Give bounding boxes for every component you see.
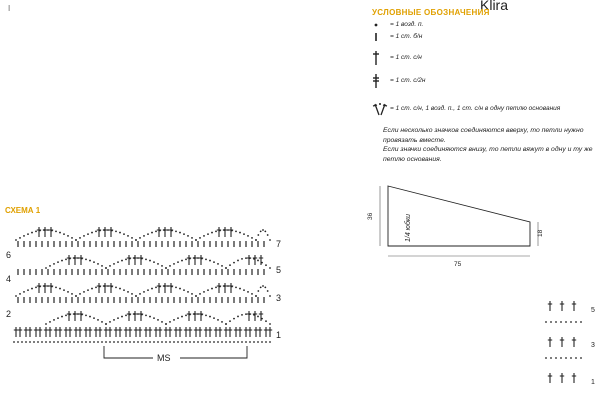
row-number: 3 [591,342,595,349]
legend-item-label: = 1 ст. с/2н [390,77,426,84]
row-number: 4 [6,274,12,284]
legend-note: Если несколько значков соединяются вверху, то петли нужно провязать вместе. [383,127,584,144]
row-number: 2 [6,309,12,319]
row-number: 5 [591,307,595,314]
sample-stitch-grid [545,301,582,383]
legend-title: УСЛОВНЫЕ ОБОЗНАЧЕНИЯ [372,8,490,17]
repeat-label: MS [157,353,171,363]
sample-chart [540,292,600,392]
row-number: 3 [276,293,282,303]
legend-note: Если значки соединяются внизу, то петли вяжут в одну и ту же петлю основания. [383,146,593,163]
row-number: 1 [276,330,282,340]
page-number: I [8,4,11,13]
side-label: 18 [537,229,544,237]
corner-text: Klira [480,0,509,13]
repeat-bracket [104,346,247,363]
schema-title: СХЕМА 1 [5,206,41,215]
piece-label: 1/4 юбки [405,213,412,242]
stitch-grid [13,227,272,343]
legend-item-label: = 1 ст. с/н, 1 возд. п., 1 ст. с/н в одну петлю основания [390,105,561,112]
row-number: 7 [276,239,282,249]
row-number: 5 [276,265,282,275]
legend-item-label: = 1 ст. б/н [390,33,423,40]
legend-item-label: = 1 возд. п. [390,21,424,28]
row-number: 6 [6,250,12,260]
row-number: 1 [591,379,595,386]
crochet-chart [0,210,300,370]
skirt-pattern-diagram [366,182,546,272]
single-crochet-icon [372,29,388,45]
treble-crochet-icon [372,73,388,89]
width-label: 75 [454,261,462,268]
double-crochet-icon [372,50,388,66]
height-label: 36 [367,212,374,220]
v-stitch-icon [372,101,388,117]
legend-item-label: = 1 ст. с/н [390,54,422,61]
